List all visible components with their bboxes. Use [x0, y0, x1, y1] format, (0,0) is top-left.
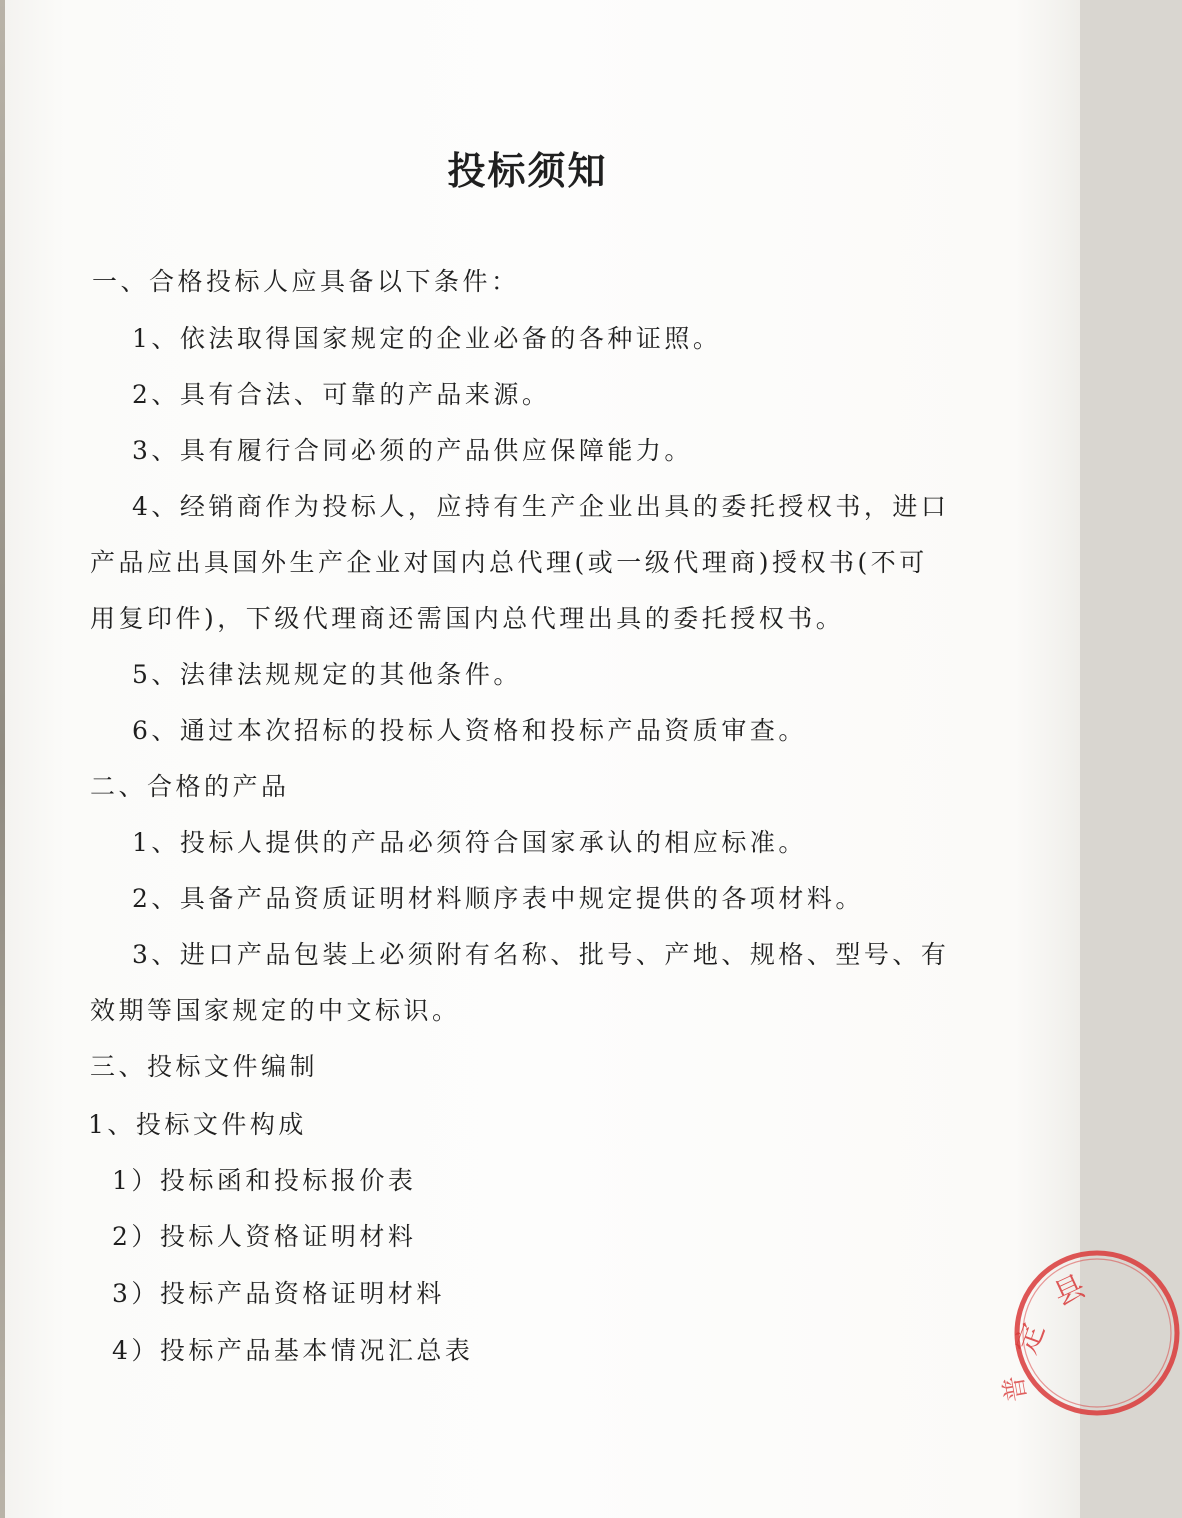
subsection-heading: 1、投标文件构成	[88, 1110, 307, 1139]
section-heading-2: 二、合格的产品	[90, 772, 290, 801]
paragraph-line: 5、法律法规规定的其他条件。	[132, 660, 522, 689]
section-heading-3: 三、投标文件编制	[90, 1052, 319, 1081]
paragraph-line: 用复印件)，下级代理商还需国内总代理出具的委托授权书。	[90, 604, 845, 633]
paragraph-line: 1、投标人提供的产品必须符合国家承认的相应标准。	[132, 828, 807, 857]
section-heading-1: 一、合格投标人应具备以下条件：	[92, 267, 520, 296]
list-item: 3）投标产品资格证明材料	[112, 1279, 445, 1308]
paragraph-line: 3、具有履行合同必须的产品供应保障能力。	[132, 436, 693, 465]
paragraph-line: 2、具有合法、可靠的产品来源。	[132, 380, 551, 409]
official-seal-stamp	[998, 1248, 1182, 1418]
page-title: 投标须知	[447, 149, 608, 193]
paragraph-line: 1、依法取得国家规定的企业必备的各种证照。	[132, 324, 722, 353]
svg-text:普: 普	[998, 1373, 1033, 1404]
paragraph-line: 4、经销商作为投标人，应持有生产企业出具的委托授权书，进口	[132, 492, 950, 521]
svg-text:定: 定	[1008, 1318, 1052, 1359]
paragraph-line: 产品应出具国外生产企业对国内总代理(或一级代理商)授权书(不可	[90, 548, 928, 577]
paragraph-line: 2、具备产品资质证明材料顺序表中规定提供的各项材料。	[132, 884, 864, 913]
paragraph-line: 效期等国家规定的中文标识。	[90, 996, 461, 1025]
page-edge-shadow	[0, 0, 5, 1518]
list-item: 2）投标人资格证明材料	[112, 1222, 417, 1251]
paragraph-line: 3、进口产品包装上必须附有名称、批号、产地、规格、型号、有	[132, 940, 950, 969]
paragraph-line: 6、通过本次招标的投标人资格和投标产品资质审查。	[132, 716, 807, 745]
svg-text:县: 县	[1048, 1268, 1091, 1314]
list-item: 4）投标产品基本情况汇总表	[112, 1336, 474, 1365]
list-item: 1）投标函和投标报价表	[112, 1166, 417, 1195]
